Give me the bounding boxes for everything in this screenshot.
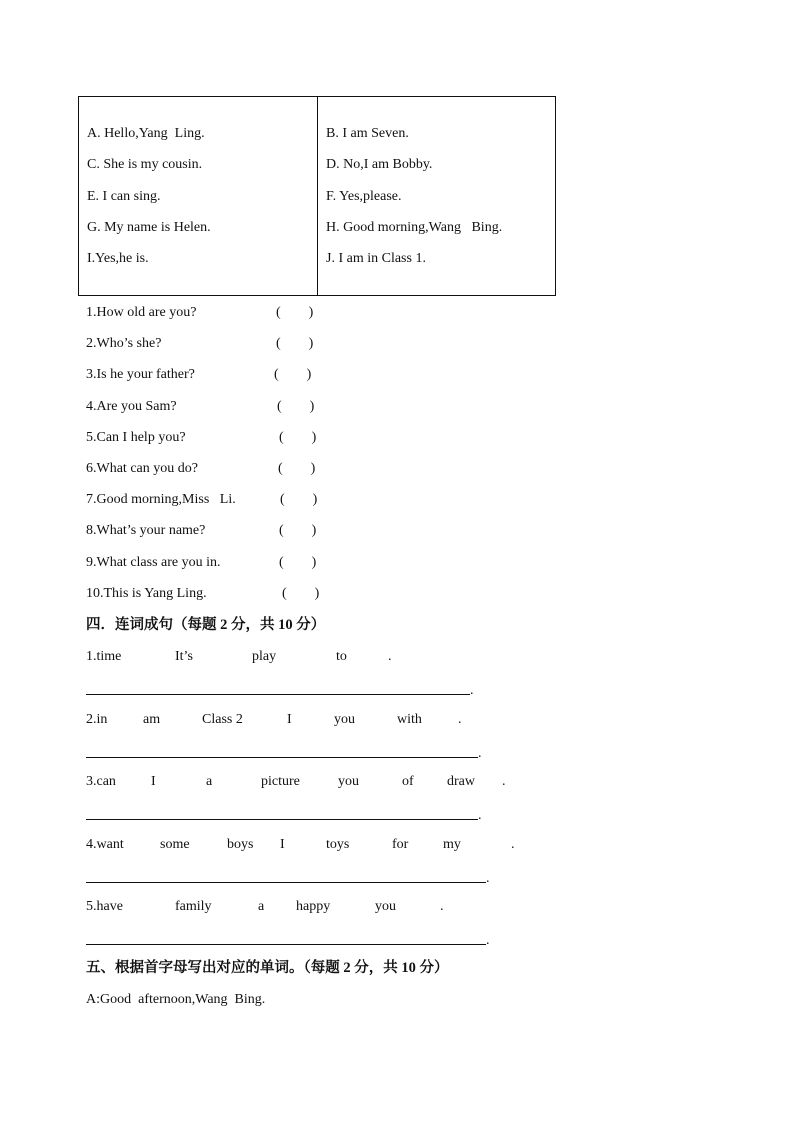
scrambled-word: I [287,712,292,727]
scrambled-word: family [175,899,212,914]
scrambled-word: 5.have [86,899,123,914]
answer-blank[interactable]: ( ) [278,461,316,476]
answer-blank[interactable]: ( ) [277,399,315,414]
option-right-item: B. I am Seven. [326,126,409,141]
answer-blank[interactable]: ( ) [279,523,317,538]
scrambled-word: with [397,712,422,727]
scrambled-word: some [160,837,190,852]
question-text: 7.Good morning,Miss Li. [86,492,236,507]
sentence-period: . [502,774,506,789]
option-right-item: J. I am in Class 1. [326,251,426,266]
scrambled-word: I [280,837,285,852]
option-right-item: F. Yes,please. [326,189,402,204]
answer-blank[interactable]: ( ) [279,555,317,570]
table-divider [317,97,318,295]
option-right-item: H. Good morning,Wang Bing. [326,220,503,235]
answer-line-end: . [486,871,490,886]
section4-heading: 四．连词成句（每题 2 分，共 10 分） [86,617,326,633]
scrambled-word: toys [326,837,350,852]
answer-line[interactable] [86,694,470,695]
option-left-item: E. I can sing. [87,189,161,204]
answer-blank[interactable]: ( ) [276,305,314,320]
answer-line-end: . [470,683,474,698]
sentence-period: . [440,899,444,914]
section5-heading: 五、根据首字母写出对应的单词。（每题 2 分，共 10 分） [86,960,449,976]
question-text: 6.What can you do? [86,461,198,476]
question-text: 5.Can I help you? [86,430,186,445]
answer-line-end: . [478,808,482,823]
question-text: 8.What’s your name? [86,523,206,538]
scrambled-word: you [338,774,359,789]
option-left-item: C. She is my cousin. [87,157,203,172]
scrambled-word: Class 2 [202,712,243,727]
scrambled-word: picture [261,774,300,789]
scrambled-word: am [143,712,161,727]
scrambled-word: boys [227,837,254,852]
answer-blank[interactable]: ( ) [276,336,314,351]
scrambled-word: a [206,774,213,789]
scrambled-word: to [336,649,347,664]
dialogue-line-1: A:Good afternoon,Wang Bing. [86,992,266,1007]
sentence-period: . [511,837,515,852]
scrambled-word: 2.in [86,712,108,727]
scrambled-word: my [443,837,461,852]
scrambled-word: 4.want [86,837,124,852]
answer-line[interactable] [86,944,486,945]
answer-blank[interactable]: ( ) [282,586,320,601]
answer-blank[interactable]: ( ) [280,492,318,507]
answer-line-end: . [478,746,482,761]
scrambled-word: you [334,712,355,727]
scrambled-word: 3.can [86,774,116,789]
answer-blank[interactable]: ( ) [279,430,317,445]
option-left-item: G. My name is Helen. [87,220,211,235]
scrambled-word: of [402,774,414,789]
sentence-period: . [458,712,462,727]
question-text: 3.Is he your father? [86,367,195,382]
scrambled-word: draw [447,774,475,789]
answer-line[interactable] [86,882,486,883]
scrambled-word: happy [296,899,331,914]
answer-line[interactable] [86,757,478,758]
scrambled-word: I [151,774,156,789]
answer-blank[interactable]: ( ) [274,367,312,382]
scrambled-word: a [258,899,265,914]
option-left-item: A. Hello,Yang Ling. [87,126,205,141]
question-text: 1.How old are you? [86,305,197,320]
question-text: 9.What class are you in. [86,555,221,570]
answer-line-end: . [486,933,490,948]
scrambled-word: 1.time [86,649,122,664]
question-text: 4.Are you Sam? [86,399,177,414]
option-right-item: D. No,I am Bobby. [326,157,433,172]
scrambled-word: you [375,899,396,914]
scrambled-word: It’s [175,649,193,664]
scrambled-word: play [252,649,277,664]
question-text: 10.This is Yang Ling. [86,586,207,601]
sentence-period: . [388,649,392,664]
option-left-item: I.Yes,he is. [87,251,149,266]
question-text: 2.Who’s she? [86,336,162,351]
scrambled-word: for [392,837,409,852]
answer-line[interactable] [86,819,478,820]
